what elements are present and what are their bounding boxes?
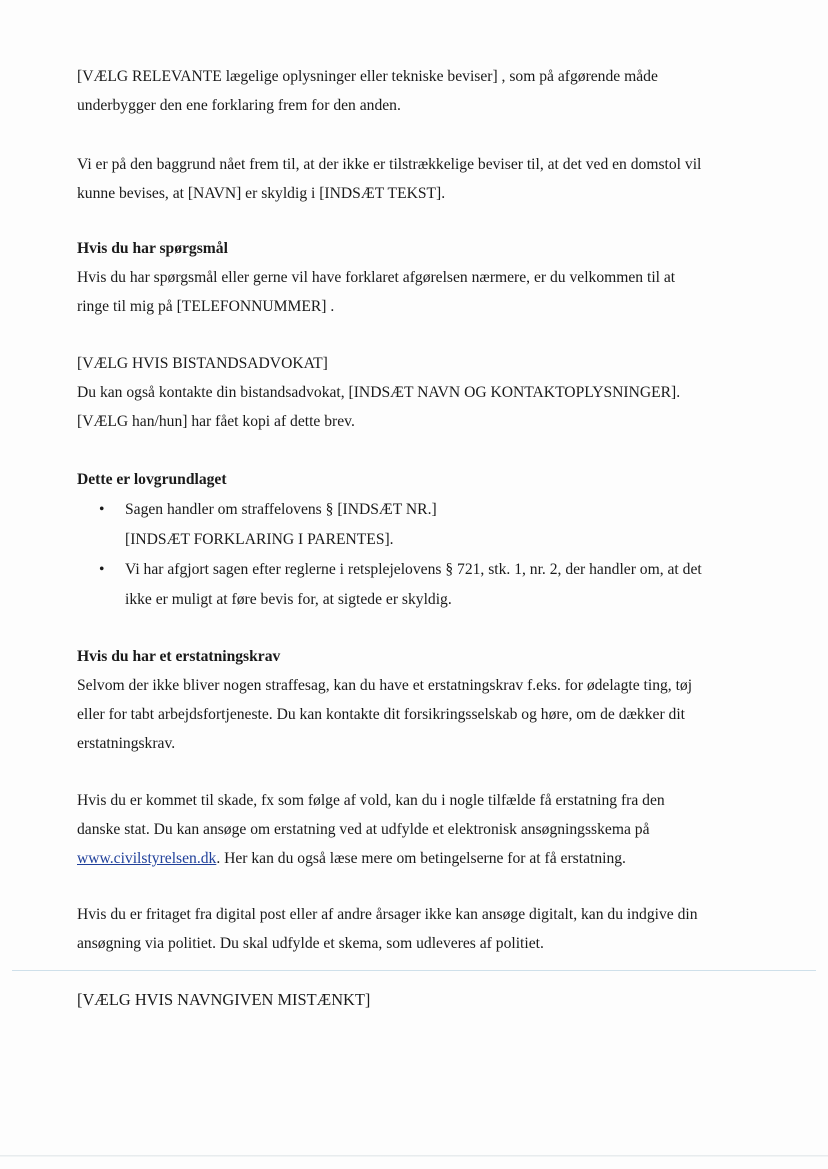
civilstyrelsen-link[interactable]: www.civilstyrelsen.dk [77, 850, 217, 867]
text-line: Hvis du har spørgsmål eller gerne vil have forklaret afgørelsen nærmere, er du velkommen til at [77, 269, 676, 286]
paragraph-conclusion [77, 150, 757, 208]
section-heading: Hvis du har et erstatningskrav [77, 648, 281, 665]
text-line: danske stat. Du kan ansøge om erstatning ved at udfylde et elektronisk ansøgningsskema på [77, 821, 650, 838]
bullet-icon: • [99, 561, 105, 578]
paragraph-injury [77, 786, 757, 873]
section-compensation [77, 642, 757, 758]
text-line-with-link [77, 844, 757, 873]
text-line: Hvis du er kommet til skade, fx som følge af vold, kan du i nogle tilfælde få erstatning fra den [77, 792, 665, 809]
paragraph-exemption [77, 900, 757, 958]
text-line: eller for tabt arbejdsfortjeneste. Du kan kontakte dit forsikringsselskab og høre, om de dækker dit [77, 706, 685, 723]
list-item [77, 555, 767, 615]
section-heading: Hvis du har spørgsmål [77, 240, 228, 257]
section-suspect-label: [VÆLG HVIS NAVNGIVEN MISTÆNKT] [77, 990, 371, 1009]
text-line: Selvom der ikke bliver nogen straffesag, kan du have et erstatningskrav f.eks. for ødelagte ting, tøj [77, 677, 693, 694]
paragraph-evidence [77, 62, 757, 120]
text-line: erstatningskrav. [77, 735, 176, 752]
text-line: Vi er på den baggrund nået frem til, at der ikke er tilstrækkelige beviser til, at det ved en domstol vil [77, 156, 702, 173]
text-line: Vi har afgjort sagen efter reglerne i retsplejelovens § 721, stk. 1, nr. 2, der handler om, at det [125, 561, 702, 578]
text-line: [VÆLG HVIS BISTANDSADVOKAT] [77, 355, 328, 372]
text-line: underbygger den ene forklaring frem for den anden. [77, 97, 401, 114]
text-line: ringe til mig på [TELEFONNUMMER] . [77, 298, 335, 315]
list-item [77, 495, 767, 555]
section-questions [77, 234, 757, 321]
page-divider [12, 970, 816, 971]
section-heading: Dette er lovgrundlaget [77, 471, 227, 488]
text-line: [INDSÆT FORKLARING I PARENTES]. [125, 531, 394, 548]
text-line: [VÆLG RELEVANTE lægelige oplysninger eller tekniske beviser] , som på afgørende måde [77, 68, 658, 85]
page-bottom-edge [0, 1155, 828, 1157]
text-line: Du kan også kontakte din bistandsadvokat, [INDSÆT NAVN OG KONTAKTOPLYSNINGER]. [77, 384, 681, 401]
text-line: Hvis du er fritaget fra digital post eller af andre årsager ikke kan ansøge digitalt, kan du indgive din [77, 906, 698, 923]
text-line: ansøgning via politiet. Du skal udfylde et skema, som udleveres af politiet. [77, 935, 544, 952]
bullet-icon: • [99, 501, 105, 518]
section-legal-basis [77, 465, 757, 494]
text-line: Sagen handler om straffelovens § [INDSÆT NR.] [125, 501, 437, 518]
section-advocate [77, 349, 757, 436]
text-line: kunne bevises, at [NAVN] er skyldig i [INDSÆT TEKST]. [77, 185, 446, 202]
link-trailing-text: . Her kan du også læse mere om betingelserne for at få erstatning. [216, 850, 626, 867]
text-line: [VÆLG han/hun] har fået kopi af dette brev. [77, 413, 355, 430]
legal-basis-list [77, 495, 767, 615]
text-line: ikke er muligt at føre bevis for, at sigtede er skyldig. [125, 591, 452, 608]
